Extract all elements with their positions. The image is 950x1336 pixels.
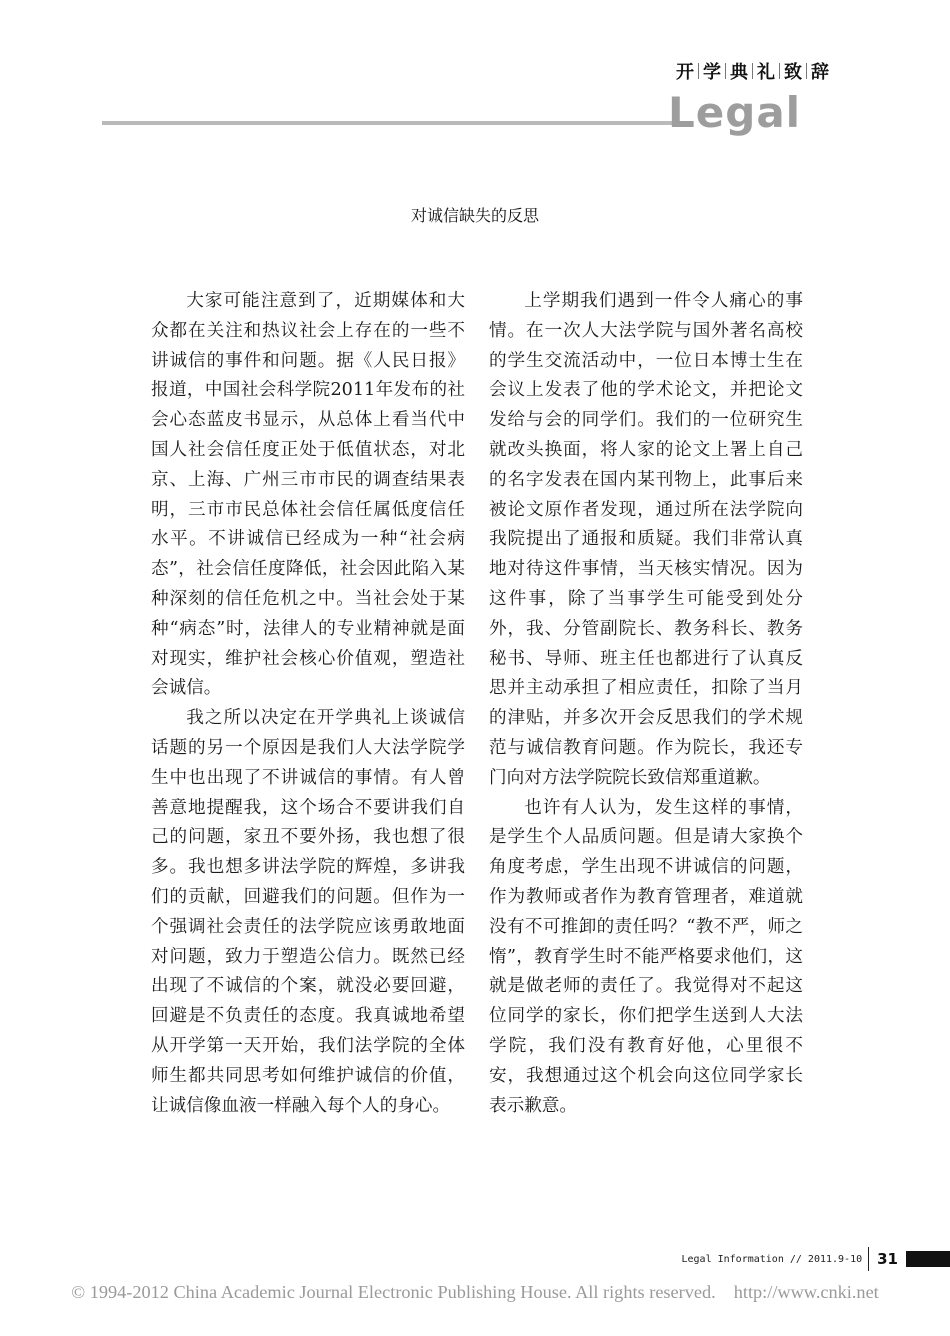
category-divider bbox=[779, 63, 780, 79]
category-divider bbox=[806, 63, 807, 79]
paragraph: 我之所以决定在开学典礼上谈诚信话题的另一个原因是我们人大法学院学生中也出现了不讲诚信的事情。有人曾善意地提醒我，这个场合不要讲我们自己的问题，家丑不要外扬，我也想了很多。我也想多讲法学院的辉煌，多讲我们的贡献，回避我们的问题。但作为一个强调社会责任的法学院应该勇敢地面对问题，致力于塑造公信力。既然已经出现了不诚信的个案，就没必要回避，回避是不负责任的态度。我真诚地希望从开学第一天开始，我们法学院的全体师生都共同思考如何维护诚信的价值，让诚信像血液一样融入每个人的身心。 bbox=[151, 708, 465, 1116]
page-footer bbox=[682, 1244, 950, 1274]
legal-logo: Legal bbox=[668, 88, 802, 137]
right-column bbox=[489, 287, 803, 1121]
category-char: 开 bbox=[676, 62, 694, 83]
category-divider bbox=[752, 63, 753, 79]
category-divider bbox=[698, 63, 699, 79]
category-char: 典 bbox=[730, 62, 748, 83]
footer-divider bbox=[868, 1247, 869, 1271]
paragraph: 也许有人认为，发生这样的事情，是学生个人品质问题。但是请大家换个角度考虑，学生出现不讲诚信的问题，作为教师或者作为教育管理者，难道就没有不可推卸的责任吗？“教不严，师之惰”，教育学生时不能严格要求他们，这就是做老师的责任了。我觉得对不起这位同学的家长，你们把学生送到人大法学院，我们没有教育好他，心里很不安，我想通过这个机会向这位同学家长表示歉意。 bbox=[489, 797, 803, 1116]
category-char: 学 bbox=[703, 62, 721, 83]
paragraph: 大家可能注意到了，近期媒体和大众都在关注和热议社会上存在的一些不讲诚信的事件和问题。据《人民日报》报道，中国社会科学院2011年发布的社会心态蓝皮书显示，从总体上看当代中国人社会信任度正处于低值状态，对北京、上海、广州三市市民的调查结果表明，三市市民总体社会信任属低度信任水平。不讲诚信已经成为一种“社会病态”，社会信任度降低，社会因此陷入某种深刻的信任危机之中。当社会处于某种“病态”时，法律人的专业精神就是面对现实，维护社会核心价值观，塑造社会诚信。 bbox=[151, 291, 465, 699]
copyright-text: © 1994-2012 China Academic Journal Electronic Publishing House. All rights reserved. bbox=[71, 1282, 716, 1302]
left-column bbox=[151, 287, 465, 1121]
section-category bbox=[676, 58, 829, 84]
category-char: 致 bbox=[784, 62, 802, 83]
header-rule bbox=[102, 121, 676, 125]
journal-issue: Legal Information // 2011.9-10 bbox=[681, 1253, 863, 1265]
page-tab-marker bbox=[906, 1251, 950, 1267]
category-char: 辞 bbox=[811, 62, 829, 83]
paragraph: 上学期我们遇到一件令人痛心的事情。在一次人大法学院与国外著名高校的学生交流活动中，一位日本博士生在会议上发表了他的学术论文，并把论文发给与会的同学们。我们的一位研究生就改头换面，将人家的论文上署上自己的名字发表在国内某刊物上，此事后来被论文原作者发现，通过所在法学院向我院提出了通报和质疑。我们非常认真地对待这件事情，当天核实情况。因为这件事，除了当事学生可能受到处分外，我、分管副院长、教务科长、教务秘书、导师、班主任也都进行了认真反思并主动承担了相应责任，扣除了当月的津贴，并多次开会反思我们的学术规范与诚信教育问题。作为院长，我还专门向对方法学院院长致信郑重道歉。 bbox=[489, 291, 803, 788]
page-number: 31 bbox=[877, 1250, 898, 1268]
category-char: 礼 bbox=[757, 62, 775, 83]
article-title: 对诚信缺失的反思 bbox=[410, 206, 539, 225]
copyright-watermark bbox=[0, 1282, 950, 1303]
cnki-link[interactable]: http://www.cnki.net bbox=[733, 1282, 879, 1302]
category-divider bbox=[725, 63, 726, 79]
